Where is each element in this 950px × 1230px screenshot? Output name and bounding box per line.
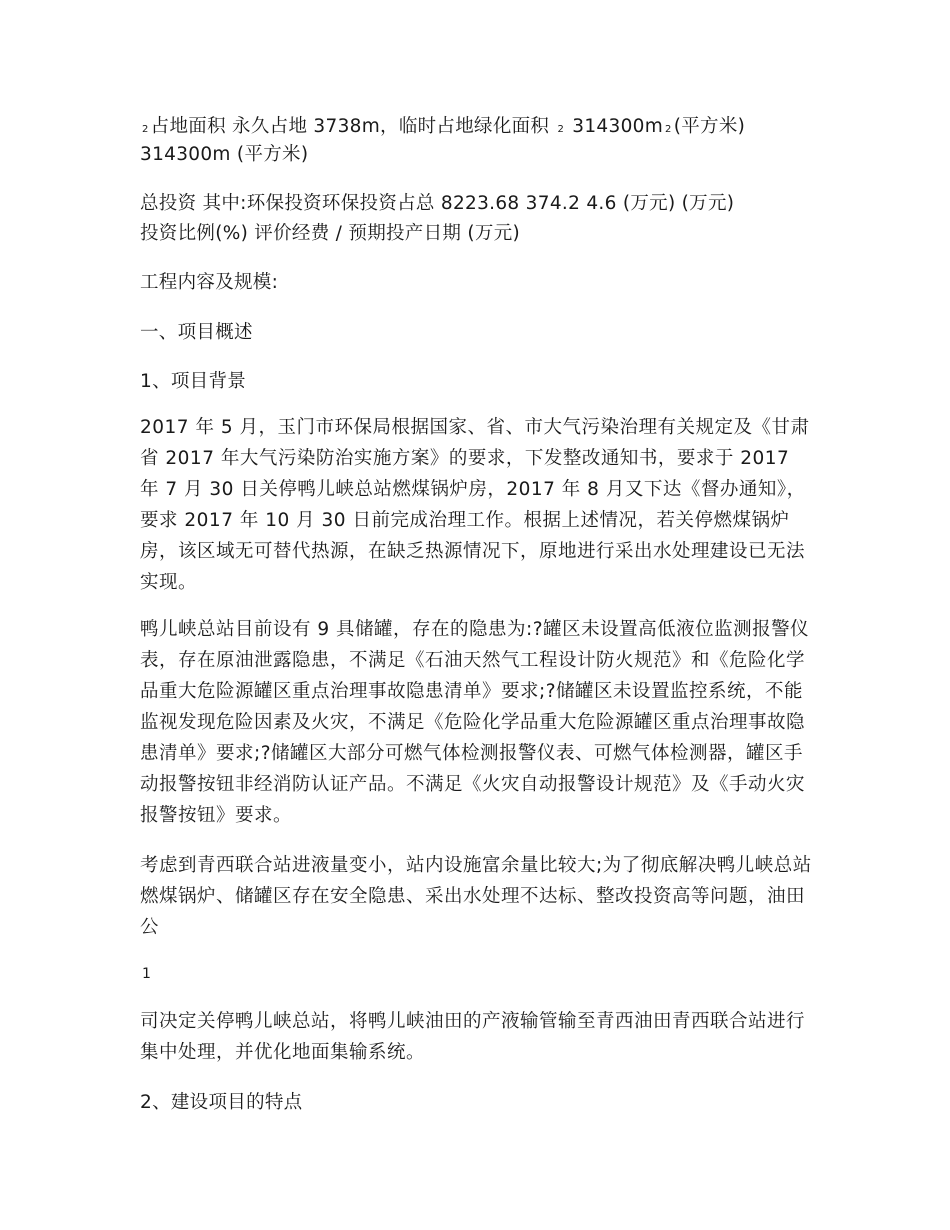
investment-ratio-line: 投资比例(%) 评价经费 / 预期投产日期 (万元) [140, 223, 521, 244]
superscript: 2 [665, 124, 672, 135]
subsection-heading-background: 1、项目背景 [140, 371, 247, 392]
superscript: 2 [557, 124, 565, 135]
section-heading-overview: 一、项目概述 [140, 322, 253, 343]
background-paragraph: 2017 年 5 月，玉门市环保局根据国家、省、市大气污染治理有关规定及《甘肃省 2017 年大气污染防治实施方案》的要求，下发整改通知书，要求于 2017 年 7 月 30 日关停鸭儿峡总站燃煤锅炉房，2017 年 8 月又下达《督办通知》，要求 2017 年 10 月 30 日前完成治理工作。根据上述情况，若关停燃煤锅炉房，该区域无可替代热源，在缺乏热源情况下，原地进行采出水处理建设已无法实现。 [140, 417, 810, 593]
decision-paragraph-part2: 司决定关停鸭儿峡总站，将鸭儿峡油田的产液输管输至青西油田青西联合站进行集中处理，并优化地面集输系统。 [140, 1011, 806, 1063]
land-area-text: 占地面积 永久占地 3738m，临时占地绿化面积 [150, 116, 550, 137]
green-area-text: 314300m [572, 116, 664, 137]
land-area-line [140, 112, 745, 138]
superscript: 2 [142, 124, 149, 135]
project-scope-heading: 工程内容及规模: [140, 272, 279, 293]
area-value-line: 314300m (平方米) [140, 144, 309, 165]
investment-line: 总投资 其中:环保投资环保投资占总 8223.68 374.2 4.6 (万元) (万元) [140, 193, 735, 214]
page-number: 1 [142, 966, 151, 982]
decision-paragraph-part1: 考虑到青西联合站进液量变小，站内设施富余量比较大;为了彻底解决鸭儿峡总站燃煤锅炉、储罐区存在安全隐患、采出水处理不达标、整改投资高等问题，油田公 [140, 855, 812, 938]
unit-text: (平方米) [673, 116, 746, 137]
section-heading-features: 2、建设项目的特点 [140, 1092, 303, 1113]
hazards-paragraph: 鸭儿峡总站目前设有 9 具储罐，存在的隐患为:?罐区未设置高低液位监测报警仪表，存在原油泄露隐患，不满足《石油天然气工程设计防火规范》和《危险化学品重大危险源罐区重点治理事故隐患清单》要求;?储罐区未设置监控系统，不能监视发现危险因素及火灾，不满足《危险化学品重大危险源罐区重点治理事故隐患清单》要求;?储罐区大部分可燃气体检测报警仪表、可燃气体检测器，罐区手动报警按钮非经消防认证产品。不满足《火灾自动报警设计规范》及《手动火灾报警按钮》要求。 [140, 619, 810, 826]
